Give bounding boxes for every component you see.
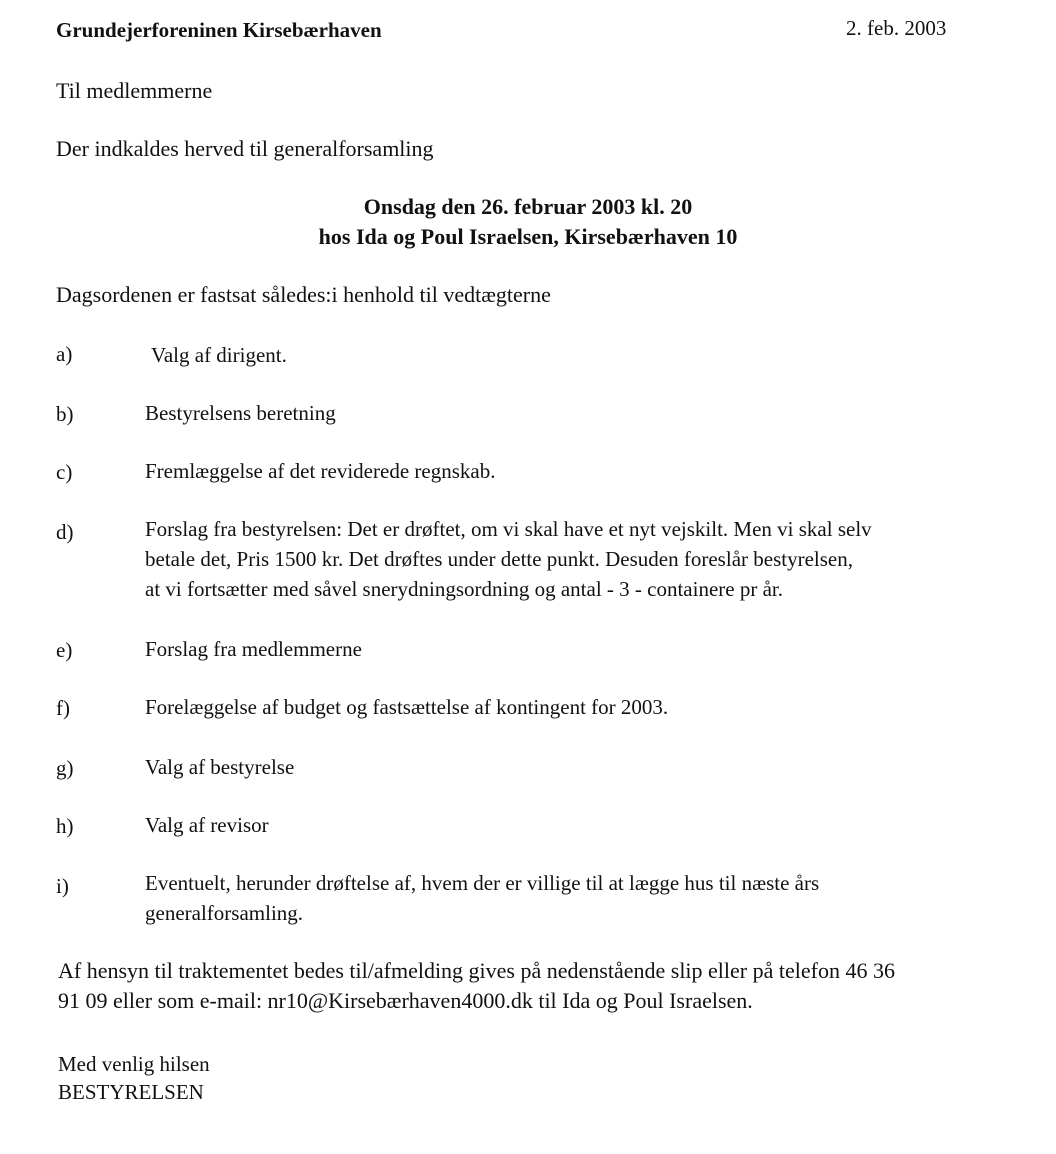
association-title: Grundejerforeninen Kirsebærhaven bbox=[56, 18, 382, 42]
closing-signature: BESTYRELSEN bbox=[58, 1080, 204, 1104]
rsvp-notice-line: 91 09 eller som e-mail: nr10@Kirsebærhaven4000.dk til Ida og Poul Israelsen. bbox=[58, 988, 753, 1013]
meeting-date-time: Onsdag den 26. februar 2003 kl. 20 bbox=[363, 194, 693, 219]
agenda-item-line: betale det, Pris 1500 kr. Det drøftes under dette punkt. Desuden foreslår bestyrelsen, bbox=[145, 547, 853, 571]
agenda-item-line: Valg af dirigent. bbox=[151, 343, 287, 367]
agenda-item-text bbox=[145, 752, 1025, 782]
intro-text: Der indkaldes herved til generalforsamling bbox=[56, 136, 434, 161]
agenda-item-text bbox=[145, 398, 1025, 428]
salutation: Til medlemmerne bbox=[56, 78, 213, 103]
agenda-item-letter: c) bbox=[56, 460, 73, 484]
meeting-location: hos Ida og Poul Israelsen, Kirsebærhaven 10 bbox=[318, 224, 738, 249]
agenda-item-line: Fremlæggelse af det reviderede regnskab. bbox=[145, 459, 496, 483]
agenda-item-line: at vi fortsætter med såvel snerydningsordning og antal - 3 - containere pr år. bbox=[145, 577, 783, 601]
agenda-item-line: Forslag fra bestyrelsen: Det er drøftet, om vi skal have et nyt vejskilt. Men vi skal selv bbox=[145, 517, 872, 541]
agenda-item-letter: a) bbox=[56, 342, 73, 366]
agenda-item-text bbox=[145, 456, 1025, 486]
agenda-item-text bbox=[145, 692, 1025, 722]
agenda-item-letter: h) bbox=[56, 814, 74, 838]
agenda-item-letter: f) bbox=[56, 696, 70, 720]
rsvp-notice bbox=[58, 956, 895, 1016]
agenda-item-text bbox=[145, 810, 1025, 840]
agenda-item-line: Forslag fra medlemmerne bbox=[145, 637, 362, 661]
agenda-intro: Dagsordenen er fastsat således:i henhold til vedtægterne bbox=[56, 282, 551, 307]
agenda-item-letter: i) bbox=[56, 874, 69, 898]
agenda-item-line: Eventuelt, herunder drøftelse af, hvem der er villige til at lægge hus til næste års bbox=[145, 871, 820, 895]
agenda-item-text bbox=[151, 340, 1031, 370]
agenda-item-letter: e) bbox=[56, 638, 73, 662]
agenda-item-line: Bestyrelsens beretning bbox=[145, 401, 336, 425]
agenda-item-letter: d) bbox=[56, 520, 74, 544]
agenda-item-text bbox=[145, 514, 1025, 604]
closing bbox=[58, 1050, 210, 1106]
rsvp-notice-line: Af hensyn til traktementet bedes til/afmelding gives på nedenstående slip eller på telefon 46 36 bbox=[58, 958, 895, 983]
agenda-item-line: Forelæggelse af budget og fastsættelse af kontingent for 2003. bbox=[145, 695, 669, 719]
letter-date: 2. feb. 2003 bbox=[846, 16, 947, 40]
closing-greeting: Med venlig hilsen bbox=[58, 1052, 210, 1076]
agenda-item-letter: g) bbox=[56, 756, 74, 780]
agenda-item-text bbox=[145, 868, 1025, 928]
agenda-item-line: generalforsamling. bbox=[145, 901, 304, 925]
agenda-item-text bbox=[145, 634, 1025, 664]
agenda-item-letter: b) bbox=[56, 402, 74, 426]
agenda-item-line: Valg af bestyrelse bbox=[145, 755, 295, 779]
agenda-item-line: Valg af revisor bbox=[145, 813, 269, 837]
